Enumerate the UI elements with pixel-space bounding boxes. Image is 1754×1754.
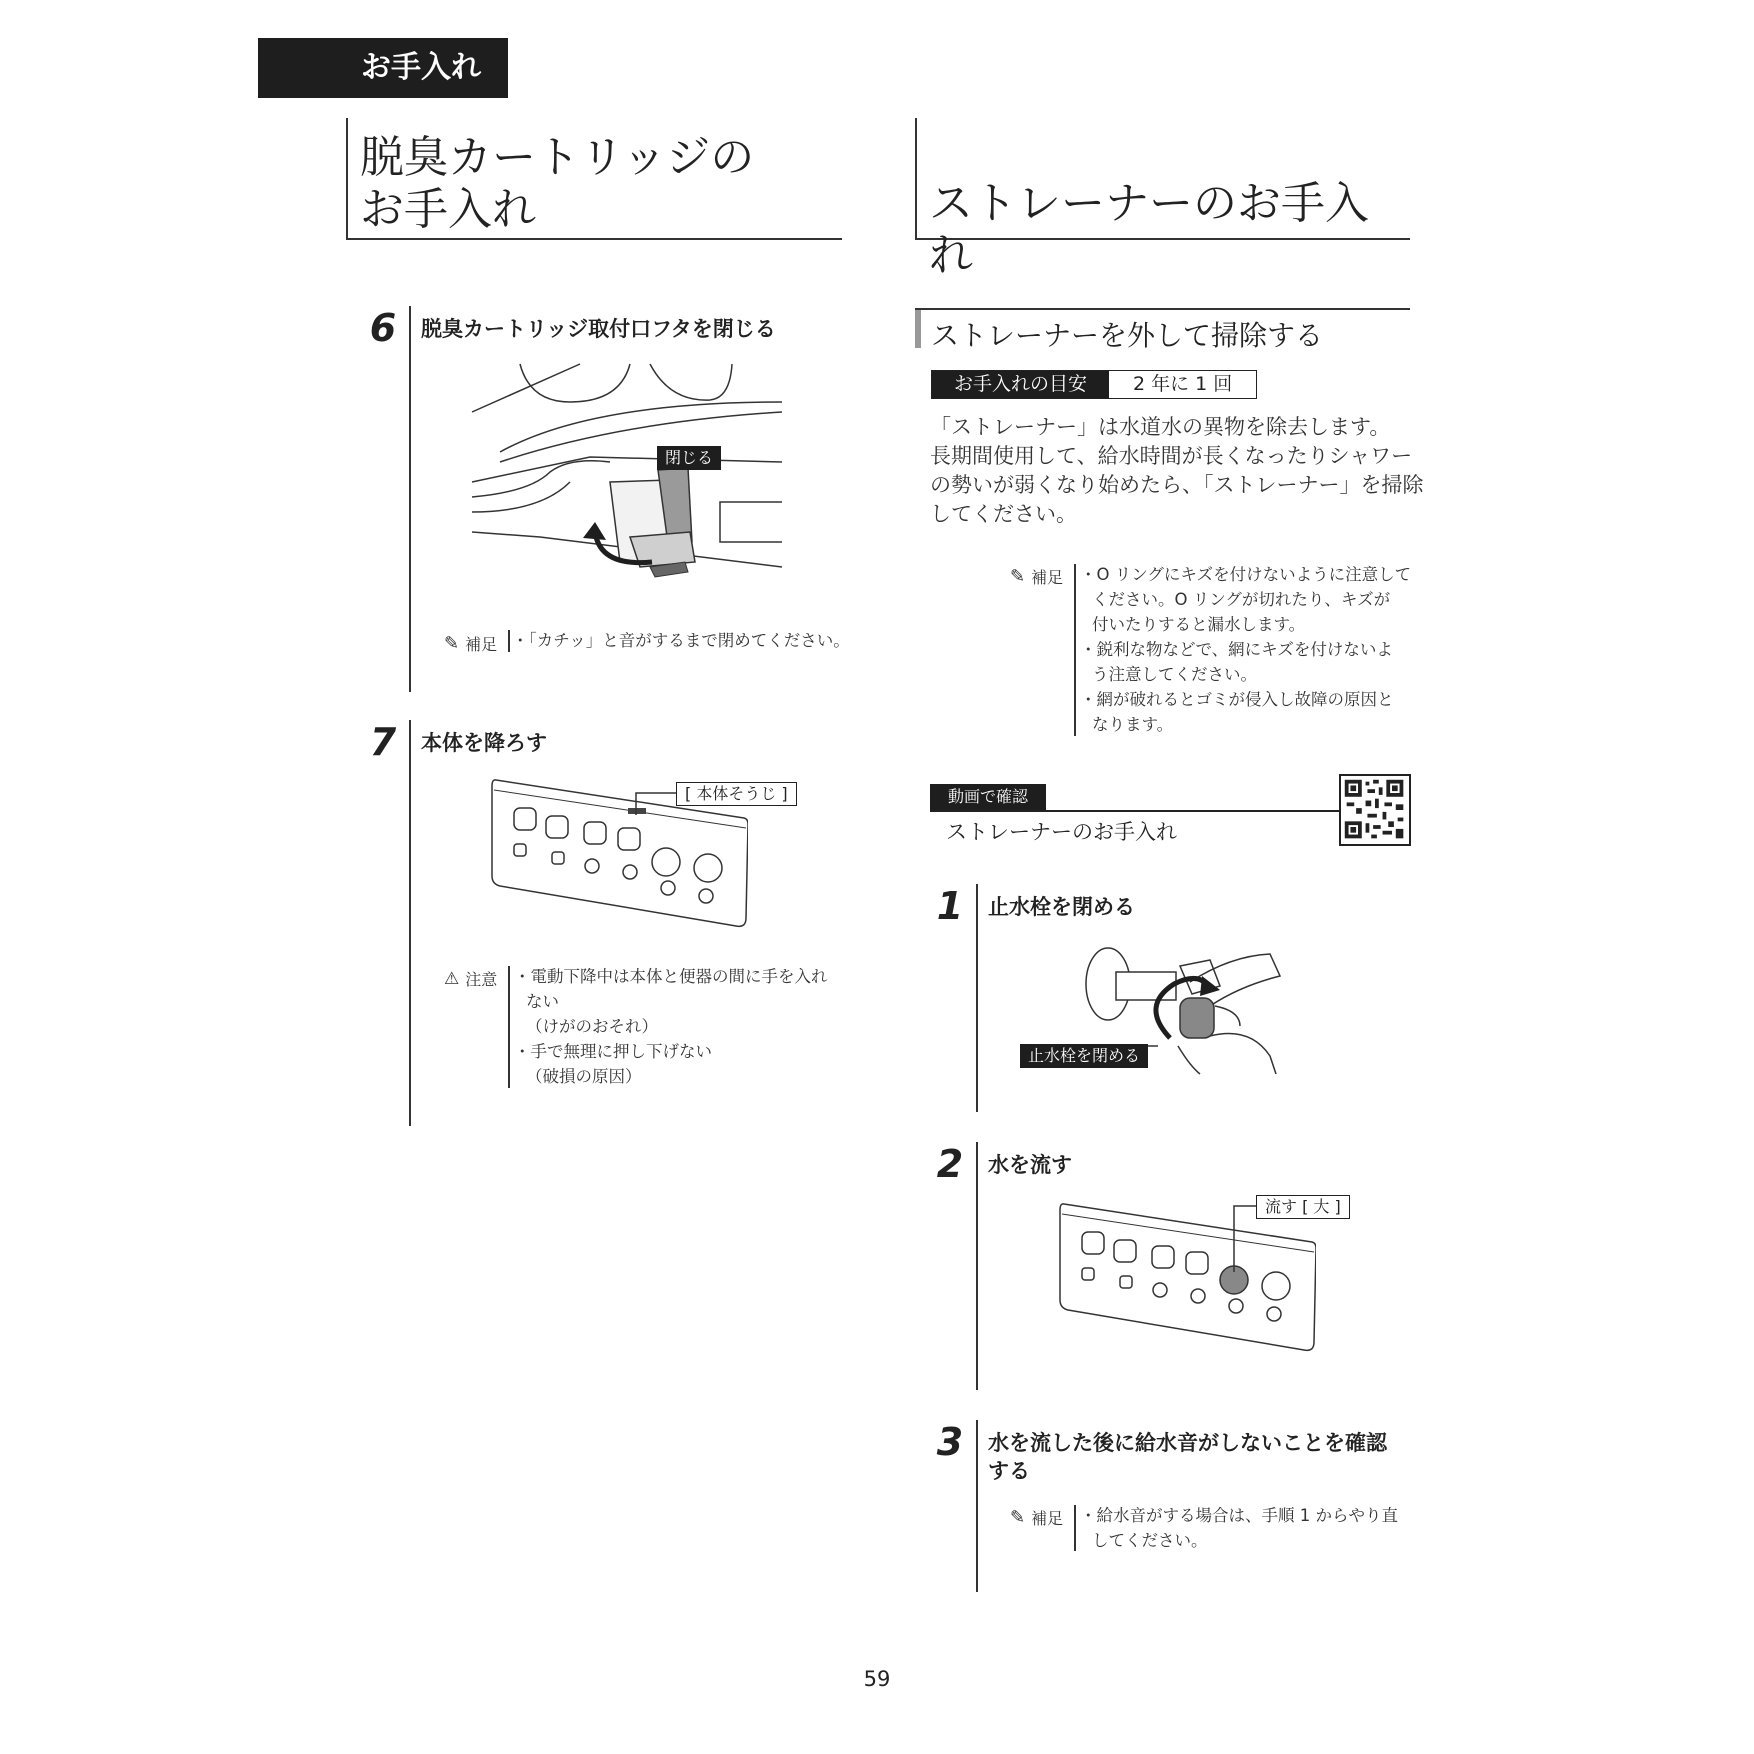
step-2-number: 2 <box>936 1142 964 1186</box>
subheading-accent <box>915 310 921 348</box>
right-note-line: ・O リングにキズを付けないように注意して <box>1080 565 1412 584</box>
step-1-bar <box>976 884 978 1112</box>
warning-icon: ⚠ <box>444 968 460 989</box>
step-3-note-line: ・給水音がする場合は、手順 1 からやり直 <box>1080 1506 1398 1525</box>
step-7-title: 本体を降ろす <box>421 731 547 755</box>
frequency-value: 2 年に 1 回 <box>1133 373 1233 395</box>
step-3-note-label: ✎ 補足 <box>1010 1507 1064 1528</box>
section-tag: お手入れ <box>258 38 508 98</box>
right-note-line: う注意してください。 <box>1092 665 1257 684</box>
right-note-line: ・鋭利な物などで、網にキズを付けないよ <box>1080 640 1393 659</box>
pencil-icon: ✎ <box>1010 566 1026 587</box>
right-note-line: 付いたりすると漏水します。 <box>1092 615 1306 634</box>
step-3-title-line: 水を流した後に給水音がしないことを確認 <box>988 1431 1387 1455</box>
step-7-note-line: ・手で無理に押し下げない <box>514 1042 712 1061</box>
step-6-bar <box>409 306 411 692</box>
right-title-block <box>915 118 1410 281</box>
left-title-block <box>346 118 842 240</box>
body-line: 長期間使用して、給水時間が長くなったりシャワー <box>930 444 1413 468</box>
body-line: 「ストレーナー」は水道水の異物を除去します。 <box>930 415 1391 439</box>
pencil-icon: ✎ <box>444 633 460 654</box>
step-2-callout: 流す [ 大 ] <box>1256 1195 1350 1219</box>
step-3-note <box>1080 1503 1398 1553</box>
step-6-callout: 閉じる <box>657 446 721 470</box>
step-3-note-bar <box>1074 1505 1076 1551</box>
step-7-note-line: （けがのおそれ） <box>526 1017 658 1036</box>
body-line: してください。 <box>930 502 1077 526</box>
pencil-icon: ✎ <box>1010 1507 1026 1528</box>
step-7-note-line: ない <box>526 992 559 1011</box>
right-note-line: ください。O リングが切れたり、キズが <box>1092 590 1391 609</box>
step-3-title-line: する <box>988 1459 1030 1483</box>
right-note-line: ・網が破れるとゴミが侵入し故障の原因と <box>1080 690 1394 709</box>
qr-code-icon[interactable] <box>1339 774 1411 846</box>
step-7-note-line: （破損の原因） <box>526 1067 642 1086</box>
right-note <box>1080 562 1411 737</box>
step-7-note-line: ・電動下降中は本体と便器の間に手を入れ <box>514 967 828 986</box>
cartridge-cover-illustration <box>470 362 782 596</box>
page-number: 59 <box>863 1667 891 1691</box>
step-7-note <box>514 964 828 1089</box>
step-6-note-bar <box>508 630 510 652</box>
step-3-number: 3 <box>936 1420 964 1464</box>
step-7-leader <box>634 791 676 817</box>
step-2-title: 水を流す <box>988 1153 1072 1177</box>
step-3-bar <box>976 1420 978 1592</box>
video-title[interactable]: ストレーナーのお手入れ <box>946 820 1177 844</box>
left-title-line-1: 脱臭カートリッジの <box>360 132 755 183</box>
step-1-title: 止水栓を閉める <box>988 895 1135 919</box>
step-7-bar <box>409 720 411 1126</box>
step-1-callout: 止水栓を閉める <box>1020 1044 1148 1068</box>
right-note-bar <box>1074 564 1076 736</box>
step-3-note-line: してください。 <box>1092 1531 1208 1550</box>
step-3-title <box>988 1429 1387 1485</box>
remote-control-flush-illustration <box>1058 1202 1316 1354</box>
step-7-note-bar <box>508 966 510 1088</box>
step-6-note-label: ✎ 補足 <box>444 633 498 654</box>
body-text <box>930 413 1424 529</box>
body-line: の勢いが弱くなり始めたら、「ストレーナー」を掃除 <box>930 473 1424 497</box>
subheading <box>915 308 1410 350</box>
step-2-bar <box>976 1142 978 1390</box>
left-title-line-2: お手入れ <box>360 184 536 235</box>
step-1-number: 1 <box>936 884 964 928</box>
step-6-number: 6 <box>369 306 397 350</box>
step-7-number: 7 <box>369 720 397 764</box>
subheading-text: ストレーナーを外して掃除する <box>931 319 1324 352</box>
right-title: ストレーナーのお手入れ <box>929 178 1369 281</box>
step-7-callout: [ 本体そうじ ] <box>676 782 797 806</box>
frequency-box <box>931 370 1257 399</box>
video-rule <box>930 810 1340 812</box>
video-tag: 動画で確認 <box>930 784 1046 810</box>
right-note-line: なります。 <box>1092 715 1174 734</box>
step-6-title: 脱臭カートリッジ取付口フタを閉じる <box>421 317 776 341</box>
step-6-note: ・「カチッ」と音がするまで閉めてください。 <box>512 631 850 650</box>
frequency-label: お手入れの目安 <box>932 371 1109 398</box>
right-note-label: ✎ 補足 <box>1010 566 1064 587</box>
step-2-leader <box>1232 1204 1256 1274</box>
step-7-note-label: ⚠ 注意 <box>444 968 498 989</box>
